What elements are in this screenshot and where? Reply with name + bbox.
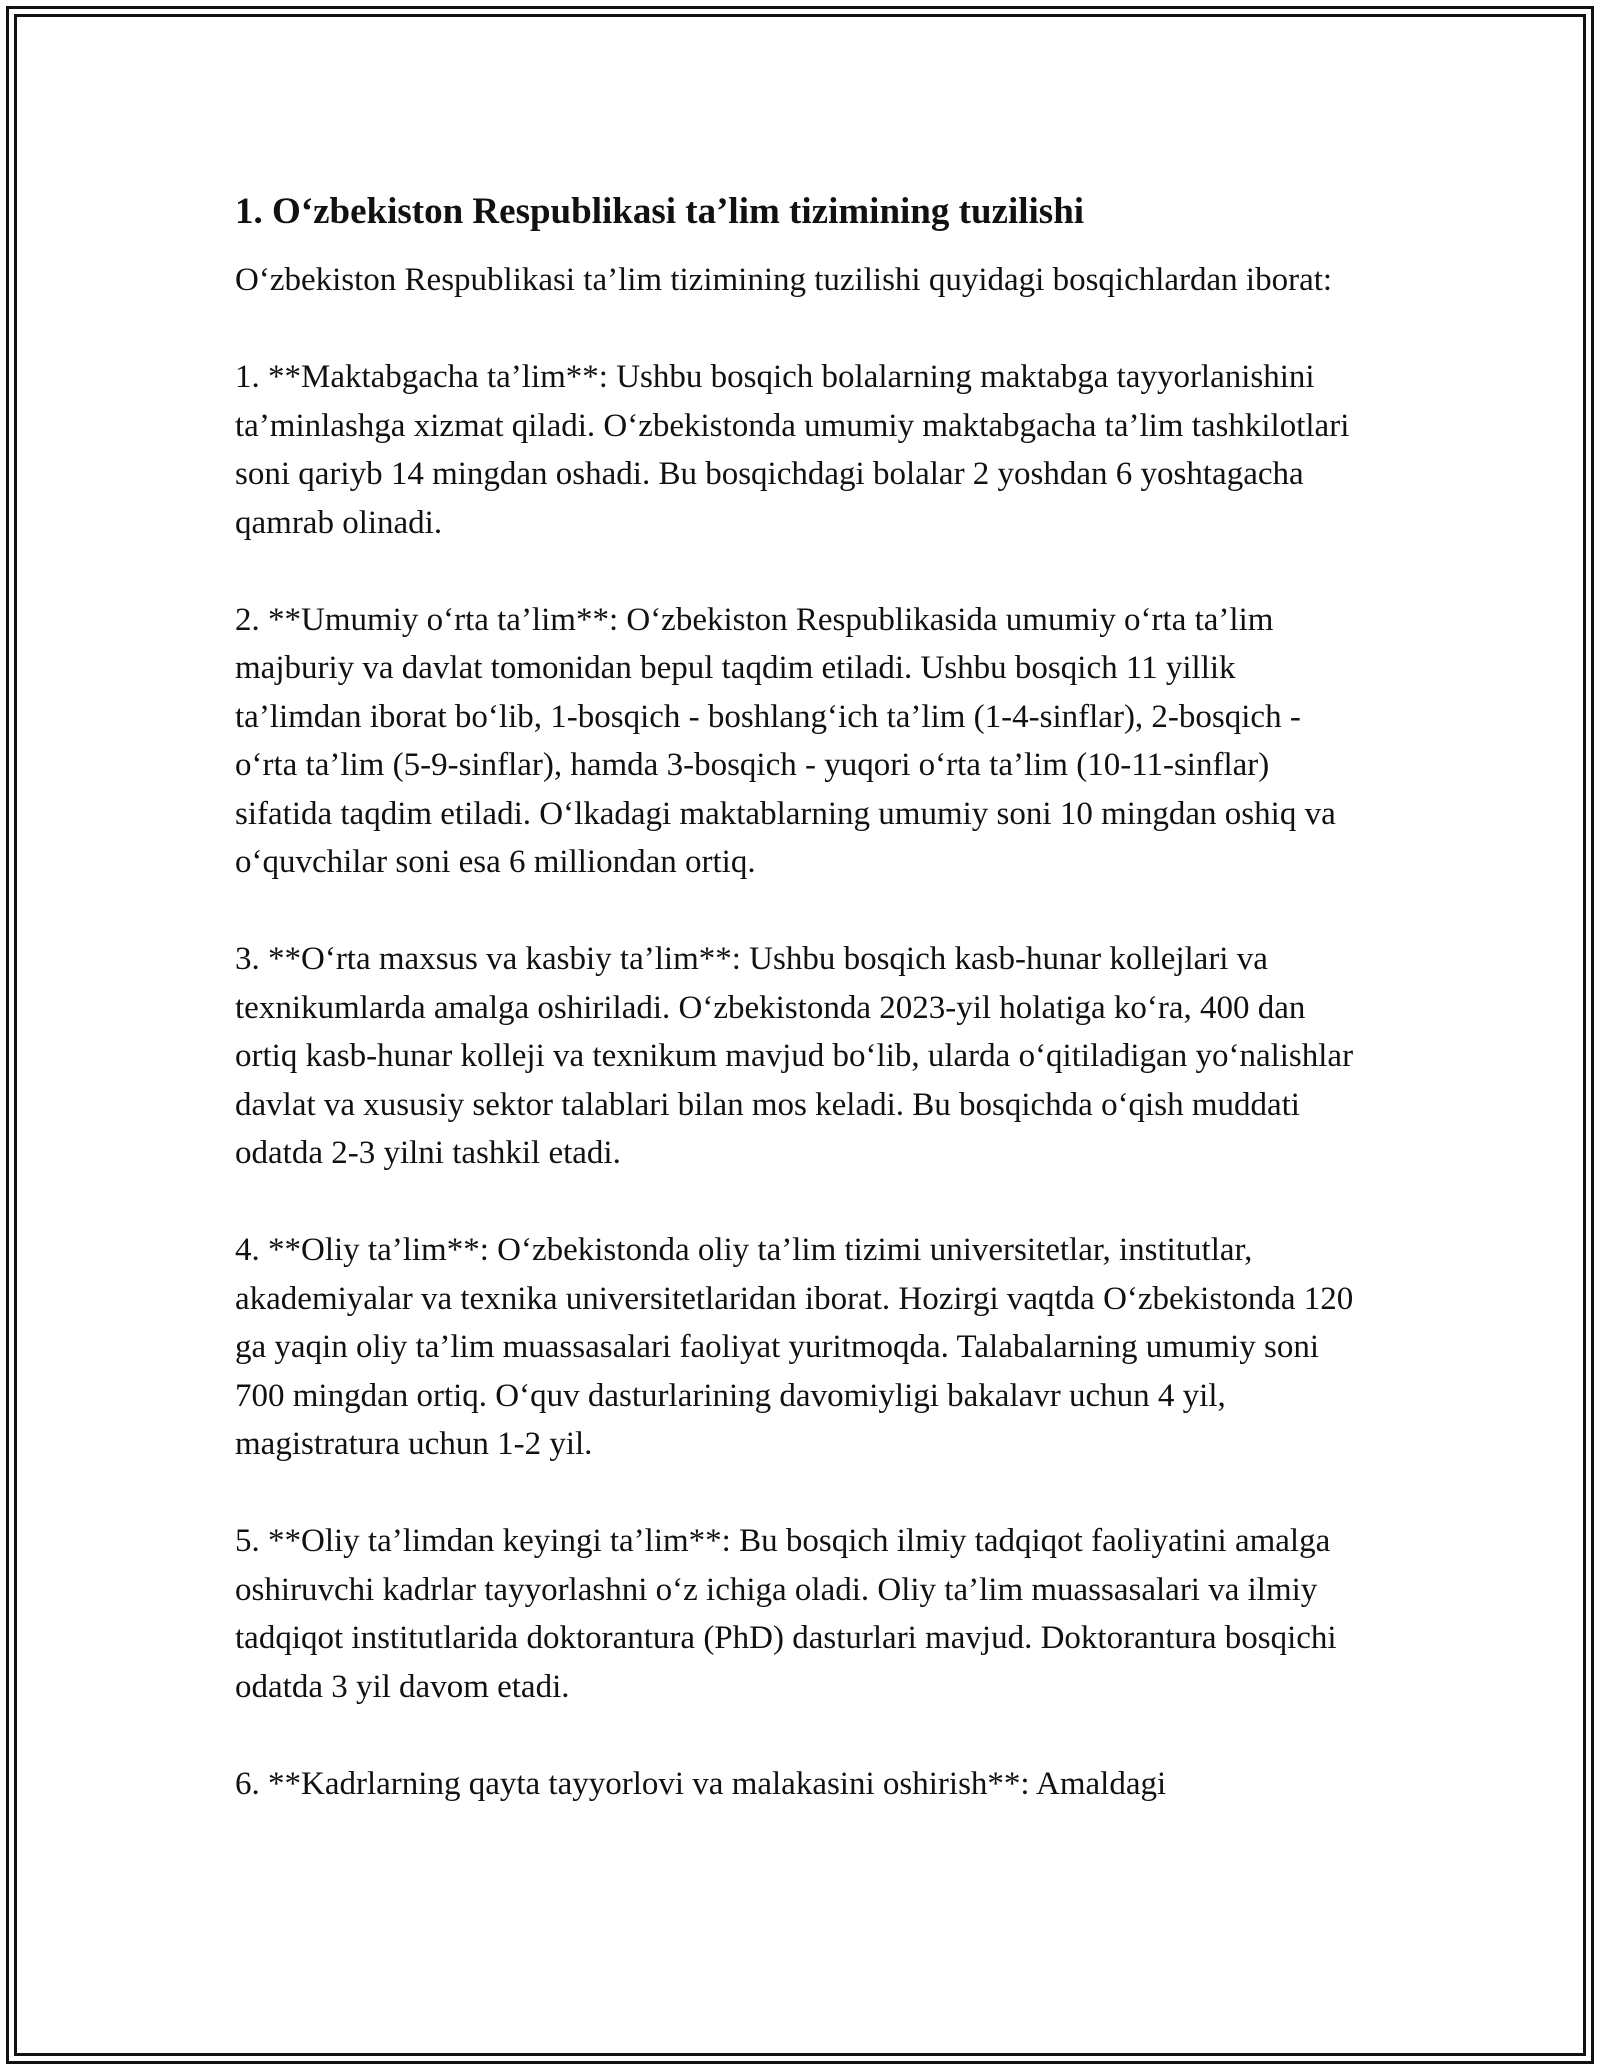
list-item-retraining: 6. **Kadrlarning qayta tayyorlovi va malakasini oshirish**: Amaldagi — [235, 1765, 1167, 1802]
list-item-postgraduate: 5. **Oliy ta’limdan keyingi ta’lim**: Bu bosqich ilmiy tadqiqot faoliyatini amalga oshiruvchi kadrlar tayyorlashni o‘z ichiga oladi. Oliy ta’lim muassasalari va ilmiy tadqiqot institutlarida doktorantura (PhD) dasturlari mavjud. Doktorantura bosqichi odatda 3 yil davom etadi. — [235, 1523, 1337, 1705]
intro-paragraph: O‘zbekiston Respublikasi ta’lim tizimining tuzilishi quyidagi bosqichlardan iborat: — [235, 262, 1333, 298]
list-item-preschool: 1. **Maktabgacha ta’lim**: Ushbu bosqich bolalarning maktabga tayyorlanishini ta’minlashga xizmat qiladi. O‘zbekistonda umumiy maktabgacha ta’lim tashkilotlari soni qariyb 14 mingdan oshadi. Bu bosqichdagi bolalar 2 yoshdan 6 yoshtagacha qamrab olinadi. — [235, 359, 1350, 541]
section-heading: 1. O‘zbekiston Respublikasi ta’lim tizimining tuzilishi — [235, 191, 1085, 232]
list-item-vocational: 3. **O‘rta maxsus va kasbiy ta’lim**: Ushbu bosqich kasb-hunar kollejlari va texnikumlarda amalga oshiriladi. O‘zbekistonda 2023-yil holatiga ko‘ra, 400 dan ortiq kasb-hunar kolleji va texnikum mavjud bo‘lib, ularda o‘qitiladigan yo‘nalishlar davlat va xususiy sektor talablari bilan mos keladi. Bu bosqichda o‘qish muddati odatda 2-3 yilni tashkil etadi. — [235, 941, 1354, 1171]
document-body — [235, 188, 1365, 1808]
list-item-general-secondary: 2. **Umumiy o‘rta ta’lim**: O‘zbekiston Respublikasida umumiy o‘rta ta’lim majburiy va davlat tomonidan bepul taqdim etiladi. Ushbu bosqich 11 yillik ta’limdan iborat bo‘lib, 1-bosqich - boshlang‘ich ta’lim (1-4-sinflar), 2-bosqich - o‘rta ta’lim (5-9-sinflar), hamda 3-bosqich - yuqori o‘rta ta’lim (10-11-sinflar) sifatida taqdim etiladi. O‘lkadagi maktablarning umumiy soni 10 mingdan oshiq va o‘quvchilar soni esa 6 milliondan ortiq. — [235, 601, 1336, 880]
list-item-higher-education: 4. **Oliy ta’lim**: O‘zbekistonda oliy ta’lim tizimi universitetlar, institutlar, akademiyalar va texnika universitetlaridan iborat. Hozirgi vaqtda O‘zbekistonda 120 ga yaqin oliy ta’lim muassasalari faoliyat yuritmoqda. Talabalarning umumiy soni 700 mingdan ortiq. O‘quv dasturlarining davomiyligi bakalavr uchun 4 yil, magistratura uchun 1-2 yil. — [235, 1232, 1354, 1462]
